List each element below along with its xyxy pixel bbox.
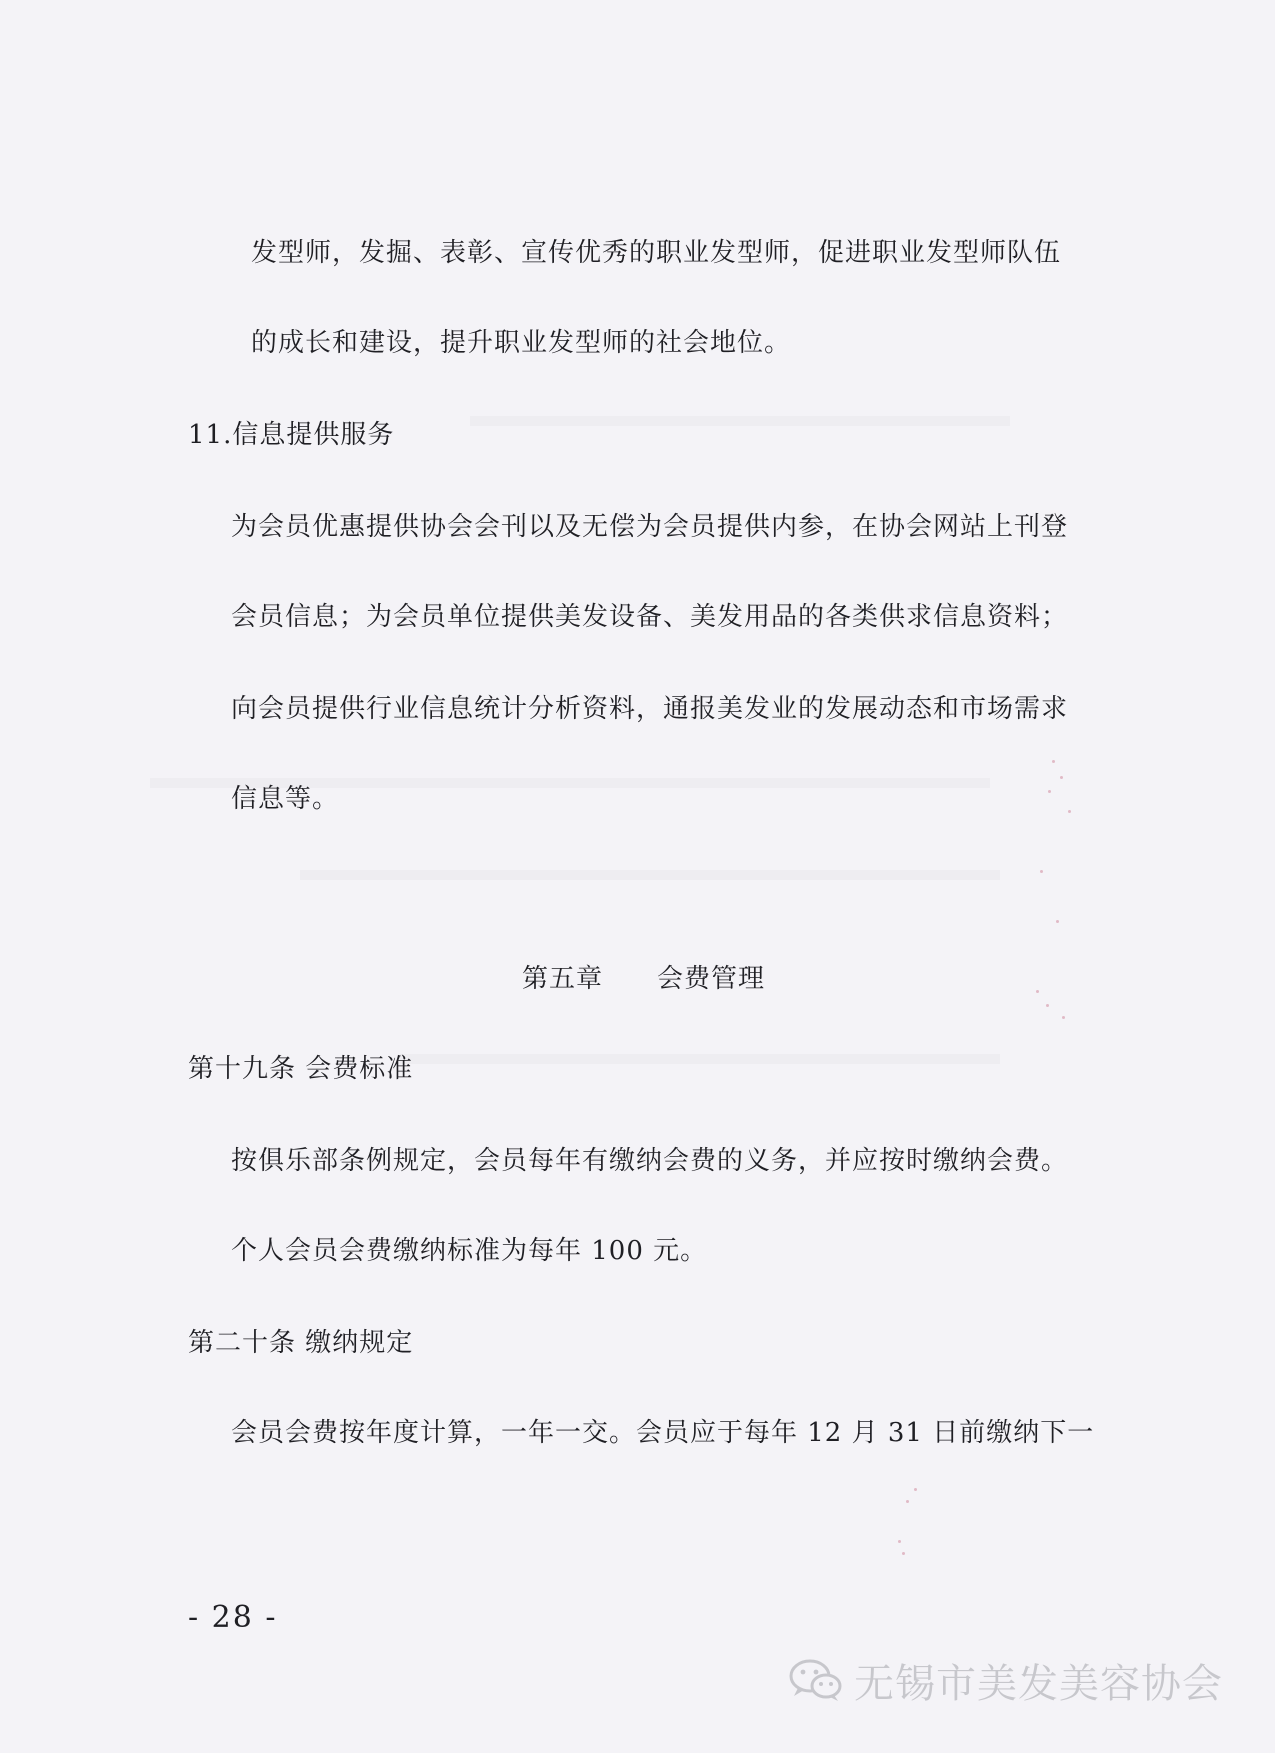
chapter-title: 第五章 会费管理 — [522, 964, 766, 994]
wechat-icon — [788, 1657, 844, 1703]
body-line-4: 会员信息；为会员单位提供美发设备、美发用品的各类供求信息资料； — [231, 602, 1069, 632]
seal-fragment — [1060, 776, 1063, 779]
watermark-text: 无锡市美发美容协会 — [854, 1660, 1223, 1707]
page-number: - 28 - — [188, 1600, 278, 1635]
seal-fragment — [1036, 990, 1039, 993]
bleed-through-mark — [470, 416, 1010, 426]
bleed-through-mark — [300, 870, 1000, 880]
seal-fragment — [898, 1540, 901, 1543]
seal-fragment — [1048, 790, 1051, 793]
body-line-2: 的成长和建设，提升职业发型师的社会地位。 — [251, 328, 792, 358]
body-line-1: 发型师，发掘、表彰、宣传优秀的职业发型师，促进职业发型师队伍 — [251, 238, 1062, 268]
seal-fragment — [914, 1488, 917, 1491]
seal-fragment — [1068, 810, 1071, 813]
wechat-watermark — [788, 1650, 1223, 1710]
body-line-9: 会员会费按年度计算，一年一交。会员应于每年 12 月 31 日前缴纳下一 — [231, 1418, 1095, 1448]
seal-fragment — [1056, 920, 1059, 923]
seal-fragment — [1052, 760, 1055, 763]
body-line-7: 按俱乐部条例规定，会员每年有缴纳会费的义务，并应按时缴纳会费。 — [231, 1146, 1069, 1176]
body-line-8: 个人会员会费缴纳标准为每年 100 元。 — [231, 1236, 708, 1266]
seal-fragment — [906, 1500, 909, 1503]
body-line-3: 为会员优惠提供协会会刊以及无偿为会员提供内参，在协会网站上刊登 — [231, 512, 1069, 542]
article-19-heading: 第十九条 会费标准 — [188, 1054, 414, 1084]
section-heading-info-service: 11.信息提供服务 — [188, 420, 395, 450]
seal-fragment — [1040, 870, 1043, 873]
seal-fragment — [1046, 1004, 1049, 1007]
body-line-5: 向会员提供行业信息统计分析资料，通报美发业的发展动态和市场需求 — [231, 694, 1069, 724]
bleed-through-mark — [400, 1054, 1000, 1064]
seal-fragment — [1062, 1016, 1065, 1019]
seal-fragment — [902, 1552, 905, 1555]
article-20-heading: 第二十条 缴纳规定 — [188, 1328, 414, 1358]
body-line-6: 信息等。 — [231, 784, 340, 814]
